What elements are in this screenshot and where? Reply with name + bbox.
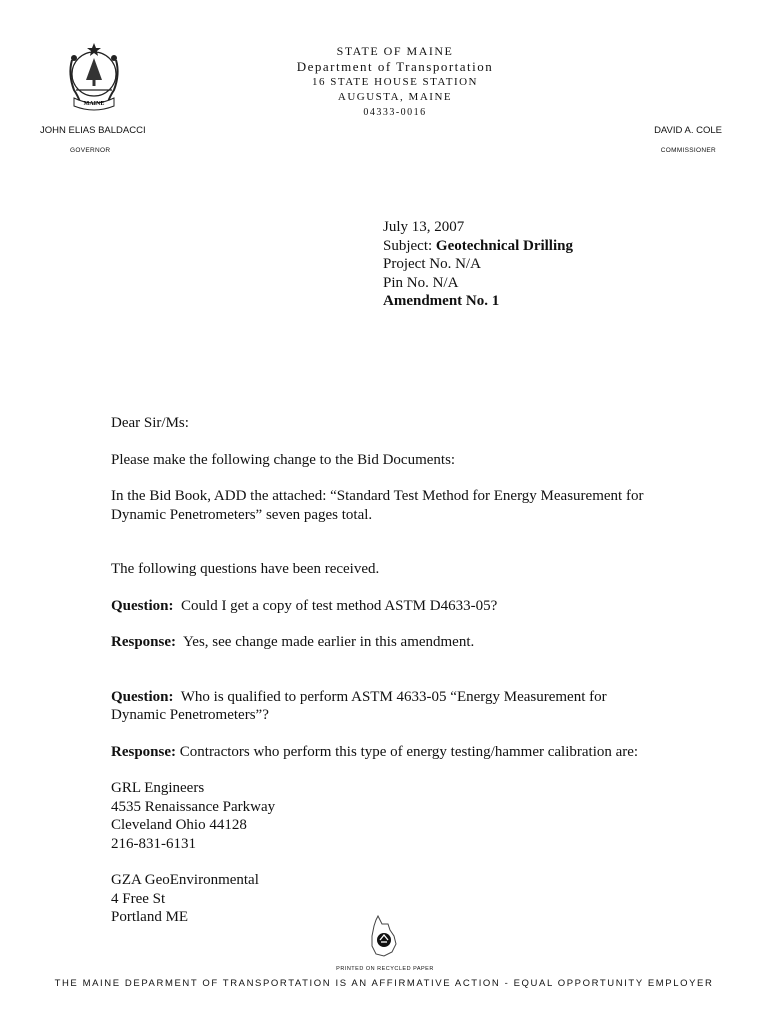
- question-1: Question: Could I get a copy of test method ASTM D4633-05?: [111, 597, 498, 614]
- letter-body: [111, 414, 671, 927]
- commissioner-name: DAVID A. COLE: [654, 125, 722, 136]
- letterhead-department: Department of Transportation: [296, 59, 494, 74]
- contractor-1-street: 4535 Renaissance Parkway: [111, 798, 276, 815]
- svg-text:MAINE: MAINE: [83, 101, 105, 107]
- footer-statement: THE MAINE DEPARMENT OF TRANSPORTATION IS AN AFFIRMATIVE ACTION - EQUAL OPPORTUNITY EMPLOYER: [54, 978, 714, 989]
- recycled-paper-text: PRINTED ON RECYCLED PAPER: [336, 966, 434, 972]
- letterhead-address: 16 STATE HOUSE STATION: [312, 76, 478, 88]
- letter-date: July 13, 2007: [383, 219, 465, 235]
- intro-paragraph: Please make the following change to the Bid Documents:: [111, 451, 456, 468]
- letterhead-zip: 04333-0016: [363, 107, 427, 118]
- project-number: Project No. N/A: [383, 256, 481, 272]
- letter-meta: [383, 218, 573, 311]
- salutation: Dear Sir/Ms:: [111, 415, 189, 431]
- questions-intro: The following questions have been received.: [111, 561, 380, 577]
- contractor-1-name: GRL Engineers: [111, 780, 205, 796]
- change-line-2: Dynamic Penetrometers” seven pages total.: [111, 506, 373, 523]
- question-2-cont: Dynamic Penetrometers”?: [111, 707, 269, 723]
- contractor-2-name: GZA GeoEnvironmental: [111, 872, 259, 888]
- response-2: Response: Contractors who perform this type of energy testing/hammer calibration are:: [111, 743, 639, 760]
- contractor-1-city: Cleveland Ohio 44128: [111, 817, 247, 833]
- contractor-2-street: 4 Free St: [111, 890, 166, 907]
- letterhead: [200, 44, 590, 120]
- recycle-icon: [364, 914, 404, 958]
- subject-label: Subject:: [383, 237, 436, 254]
- governor-name: JOHN ELIAS BALDACCI: [40, 125, 146, 136]
- letterhead-state: STATE OF MAINE: [336, 44, 454, 58]
- pin-number: Pin No. N/A: [383, 274, 459, 291]
- response-1: Response: Yes, see change made earlier in this amendment.: [111, 634, 475, 650]
- subject-line: [383, 237, 573, 256]
- contractor-2-city: Portland ME: [111, 909, 189, 925]
- contractor-1-phone: 216-831-6131: [111, 835, 196, 852]
- subject-value: Geotechnical Drilling: [435, 237, 573, 254]
- commissioner-title: COMMISSIONER: [660, 147, 716, 154]
- change-line-1: In the Bid Book, ADD the attached: “Standard Test Method for Energy Measurement for: [111, 488, 644, 504]
- letterhead-city: AUGUSTA, MAINE: [337, 91, 453, 103]
- governor-title: GOVERNOR: [70, 147, 111, 154]
- question-2: Question: Who is qualified to perform ASTM 4633-05 “Energy Measurement for: [111, 688, 607, 705]
- maine-state-seal-icon: [58, 40, 130, 112]
- amendment-number: Amendment No. 1: [383, 293, 500, 309]
